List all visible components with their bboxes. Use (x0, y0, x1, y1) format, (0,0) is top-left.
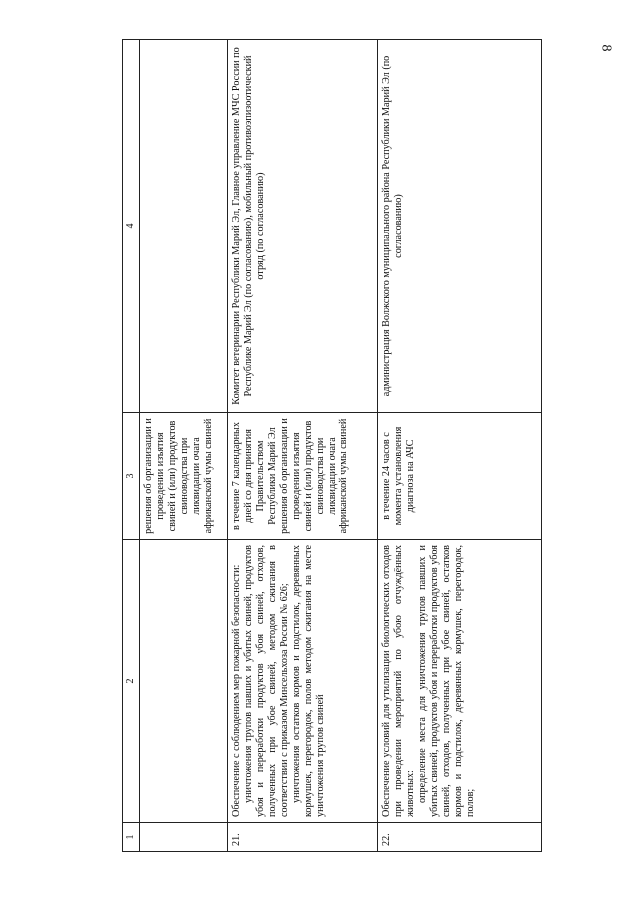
deadline-cell: в течение 7 календарных дней со дня принятия Правительством Республики Марий Эл решения об организации и проведении изъятия свиней и (или) продуктов свиноводства при ликвидации очага африканской чумы свиней (228, 413, 378, 540)
executors-cell: Комитет ветеринарии Республики Марий Эл, Главное управление МЧС России по Республике Марий Эл (по согласованию), мобильный противоэпизоотический отряд (по согласованию) (228, 40, 378, 413)
header-col-4: 4 (123, 40, 140, 413)
measure-cell (140, 540, 228, 823)
rotated-table-wrapper (122, 47, 542, 852)
row-number: 21. (228, 823, 378, 852)
page-number: 8 (598, 44, 614, 52)
table-row (228, 40, 378, 852)
deadline-cell: в течение 24 часов с момента установления диагноза на АЧС (378, 413, 542, 540)
measure-text: определение места для уничтожения трупов павших и убитых свиней, продуктов убоя и переработки продуктов убоя свиней, отходов, полученных при убое свиней, остатков кормов и подстилок, деревянных кормушек, перегородок, полов; (416, 545, 476, 817)
measure-text: уничтожения трупов павших и убитых свиней, продуктов убоя и переработки продуктов убоя свиней, отходов, полученных при убое свиней, методом сжигания в соответствии с приказом Минсельхоза России № 626; (242, 545, 290, 817)
table-row (140, 40, 228, 852)
row-number (140, 823, 228, 852)
deadline-cell: решения об организации и проведении изъятия свиней и (или) продуктов свиноводства при ликвидации очага африканской чумы свиней (140, 413, 228, 540)
measure-text: Обеспечение с соблюдением мер пожарной безопасности: (231, 564, 242, 817)
header-col-2: 2 (123, 540, 140, 823)
measure-cell (228, 540, 378, 823)
measure-text: уничтожения остатков кормов и подстилок, деревянных кормушек, перегородок, полов методом сжигания на месте уничтожения трупов свиней (290, 545, 326, 817)
executors-cell (140, 40, 228, 413)
measure-text: Обеспечение условий для утилизации биологических отходов при проведении мероприятий по убою отчуждённых животных: (381, 545, 416, 817)
measures-table (122, 39, 542, 852)
executors-cell: администрация Волжского муниципального района Республики Марий Эл (по согласованию) (378, 40, 542, 413)
header-col-1: 1 (123, 823, 140, 852)
header-col-3: 3 (123, 413, 140, 540)
table-row (378, 40, 542, 852)
row-number: 22. (378, 823, 542, 852)
header-row (123, 40, 140, 852)
measure-cell (378, 540, 542, 823)
